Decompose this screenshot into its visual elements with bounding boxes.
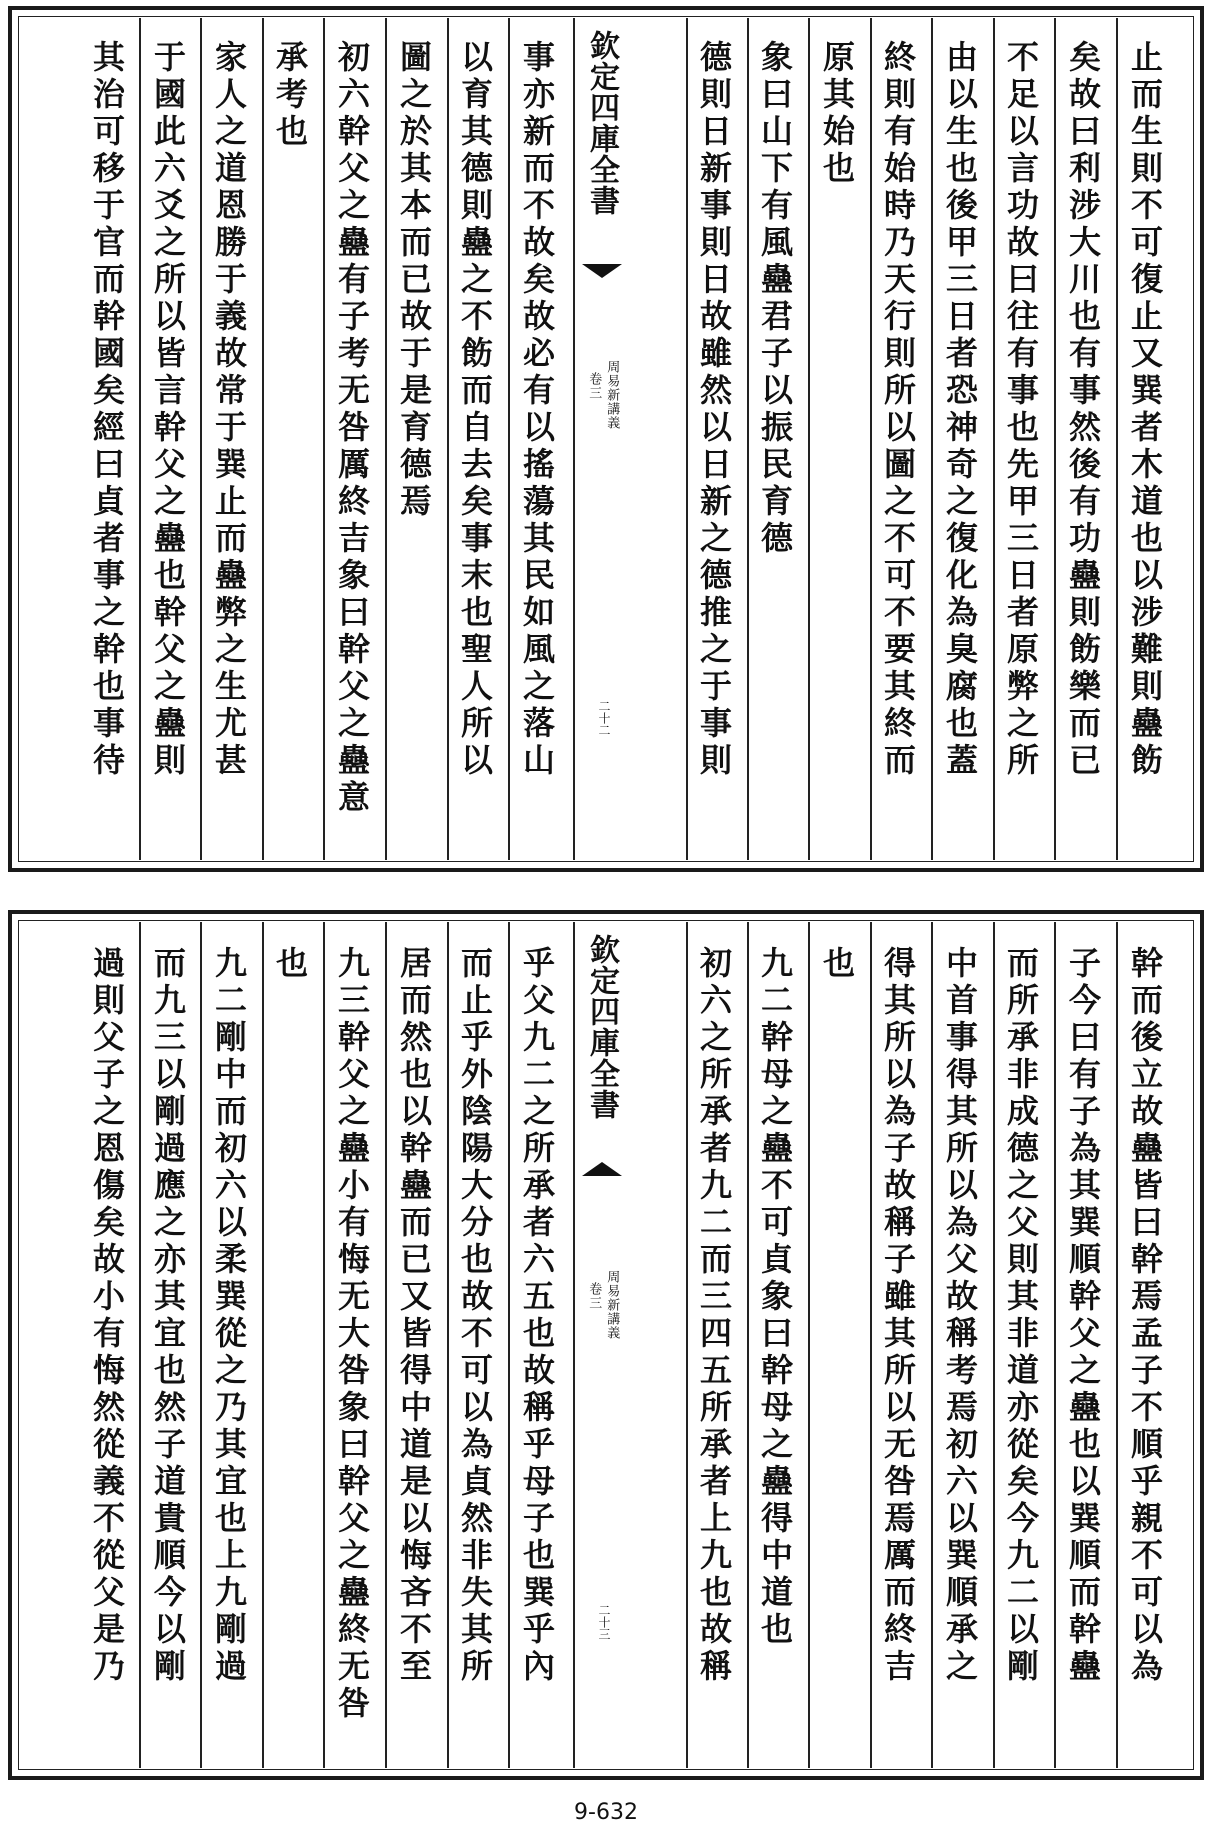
column-rule xyxy=(573,922,575,1768)
text-column: 幹而後立故蠱皆曰幹焉孟子不順乎親不可以為 xyxy=(1126,946,1164,1686)
text-column: 家人之道恩勝于義故常于巽止而蠱弊之生尤甚 xyxy=(210,40,248,780)
column-rule xyxy=(1116,922,1118,1768)
bottom-page xyxy=(0,904,1212,1808)
column-rule xyxy=(870,922,872,1768)
text-column: 也 xyxy=(271,946,309,983)
bottom-header-leaf-number: 二十三 xyxy=(597,1604,611,1640)
top-header-volume: 卷三 xyxy=(586,372,602,400)
column-rule xyxy=(385,922,387,1768)
column-rule xyxy=(385,18,387,860)
column-rule xyxy=(262,922,264,1768)
text-column: 不足以言功故曰往有事也先甲三日者原弊之所 xyxy=(1002,40,1040,780)
footer-page-number: 9-632 xyxy=(574,1800,638,1825)
text-column: 而止乎外陰陽大分也故不可以為貞然非失其所 xyxy=(456,946,494,1686)
column-rule xyxy=(139,922,141,1768)
column-rule xyxy=(200,922,202,1768)
text-column: 事亦新而不故矣故必有以搖蕩其民如風之落山 xyxy=(518,40,556,780)
text-column: 乎父九二之所承者六五也故稱乎母子也巽乎內 xyxy=(518,946,556,1686)
column-rule xyxy=(508,18,510,860)
column-rule xyxy=(447,922,449,1768)
column-rule xyxy=(139,18,141,860)
bottom-header-book-title: 周易新講義 xyxy=(604,1270,620,1340)
column-rule xyxy=(931,18,933,860)
text-column: 于國此六爻之所以皆言幹父之蠱也幹父之蠱則 xyxy=(149,40,187,780)
top-header-book-title: 周易新講義 xyxy=(604,360,620,430)
column-rule xyxy=(508,922,510,1768)
top-header-leaf-number: 二十二 xyxy=(597,700,611,736)
top-header-title: 欽定四庫全書 xyxy=(584,30,619,216)
column-rule xyxy=(993,18,995,860)
text-column: 九二剛中而初六以柔巽從之乃其宜也上九剛過 xyxy=(210,946,248,1686)
top-page xyxy=(0,0,1212,904)
column-rule xyxy=(323,18,325,860)
column-rule xyxy=(573,18,575,860)
text-column: 終則有始時乃天行則所以圖之不可不要其終而 xyxy=(879,40,917,780)
column-rule xyxy=(1054,922,1056,1768)
bottom-header-title: 欽定四庫全書 xyxy=(584,934,619,1120)
text-column: 圖之於其本而已故于是育德焉 xyxy=(395,40,433,521)
column-rule xyxy=(323,922,325,1768)
column-rule xyxy=(686,18,688,860)
text-column: 原其始也 xyxy=(818,40,856,188)
column-rule xyxy=(1054,18,1056,860)
text-column: 中首事得其所以為父故稱考焉初六以巽順承之 xyxy=(941,946,979,1686)
column-rule xyxy=(808,922,810,1768)
text-column: 得其所以為子故稱子雖其所以无咎焉厲而終吉 xyxy=(879,946,917,1686)
text-column: 以育其德則蠱之不飭而自去矣事末也聖人所以 xyxy=(456,40,494,780)
text-column: 九二幹母之蠱不可貞象曰幹母之蠱得中道也 xyxy=(756,946,794,1649)
text-column: 德則日新事則日故雖然以日新之德推之于事則 xyxy=(695,40,733,780)
text-column: 而所承非成德之父則其非道亦從矣今九二以剛 xyxy=(1002,946,1040,1686)
text-column: 初六幹父之蠱有子考无咎厲終吉象曰幹父之蠱意 xyxy=(333,40,371,817)
column-rule xyxy=(447,18,449,860)
column-rule xyxy=(1116,18,1118,860)
column-rule xyxy=(870,18,872,860)
bottom-header-volume: 卷三 xyxy=(586,1282,602,1310)
text-column: 而九三以剛過應之亦其宜也然子道貴順今以剛 xyxy=(149,946,187,1686)
text-column: 子今曰有子為其巽順幹父之蠱也以巽順而幹蠱 xyxy=(1064,946,1102,1686)
column-rule xyxy=(747,18,749,860)
text-column: 矣故曰利涉大川也有事然後有功蠱則飭樂而已 xyxy=(1064,40,1102,780)
text-column: 也 xyxy=(818,946,856,983)
column-rule xyxy=(931,922,933,1768)
text-column: 居而然也以幹蠱而已又皆得中道是以悔吝不至 xyxy=(395,946,433,1686)
text-column: 過則父子之恩傷矣故小有悔然從義不從父是乃 xyxy=(88,946,126,1686)
text-column: 由以生也後甲三日者恐神奇之復化為臭腐也蓋 xyxy=(941,40,979,780)
column-rule xyxy=(262,18,264,860)
column-rule xyxy=(686,922,688,1768)
column-rule xyxy=(200,18,202,860)
column-rule xyxy=(808,18,810,860)
text-column: 九三幹父之蠱小有悔无大咎象曰幹父之蠱終无咎 xyxy=(333,946,371,1723)
text-column: 其治可移于官而幹國矣經曰貞者事之幹也事待 xyxy=(88,40,126,780)
text-column: 象曰山下有風蠱君子以振民育德 xyxy=(756,40,794,558)
column-rule xyxy=(993,922,995,1768)
column-rule xyxy=(747,922,749,1768)
text-column: 止而生則不可復止又巽者木道也以涉難則蠱飭 xyxy=(1126,40,1164,780)
text-column: 承考也 xyxy=(271,40,309,151)
bottom-fish-tail-ornament xyxy=(582,1162,622,1176)
top-fish-tail-upper-ornament xyxy=(582,264,622,278)
text-column: 初六之所承者九二而三四五所承者上九也故稱 xyxy=(695,946,733,1686)
